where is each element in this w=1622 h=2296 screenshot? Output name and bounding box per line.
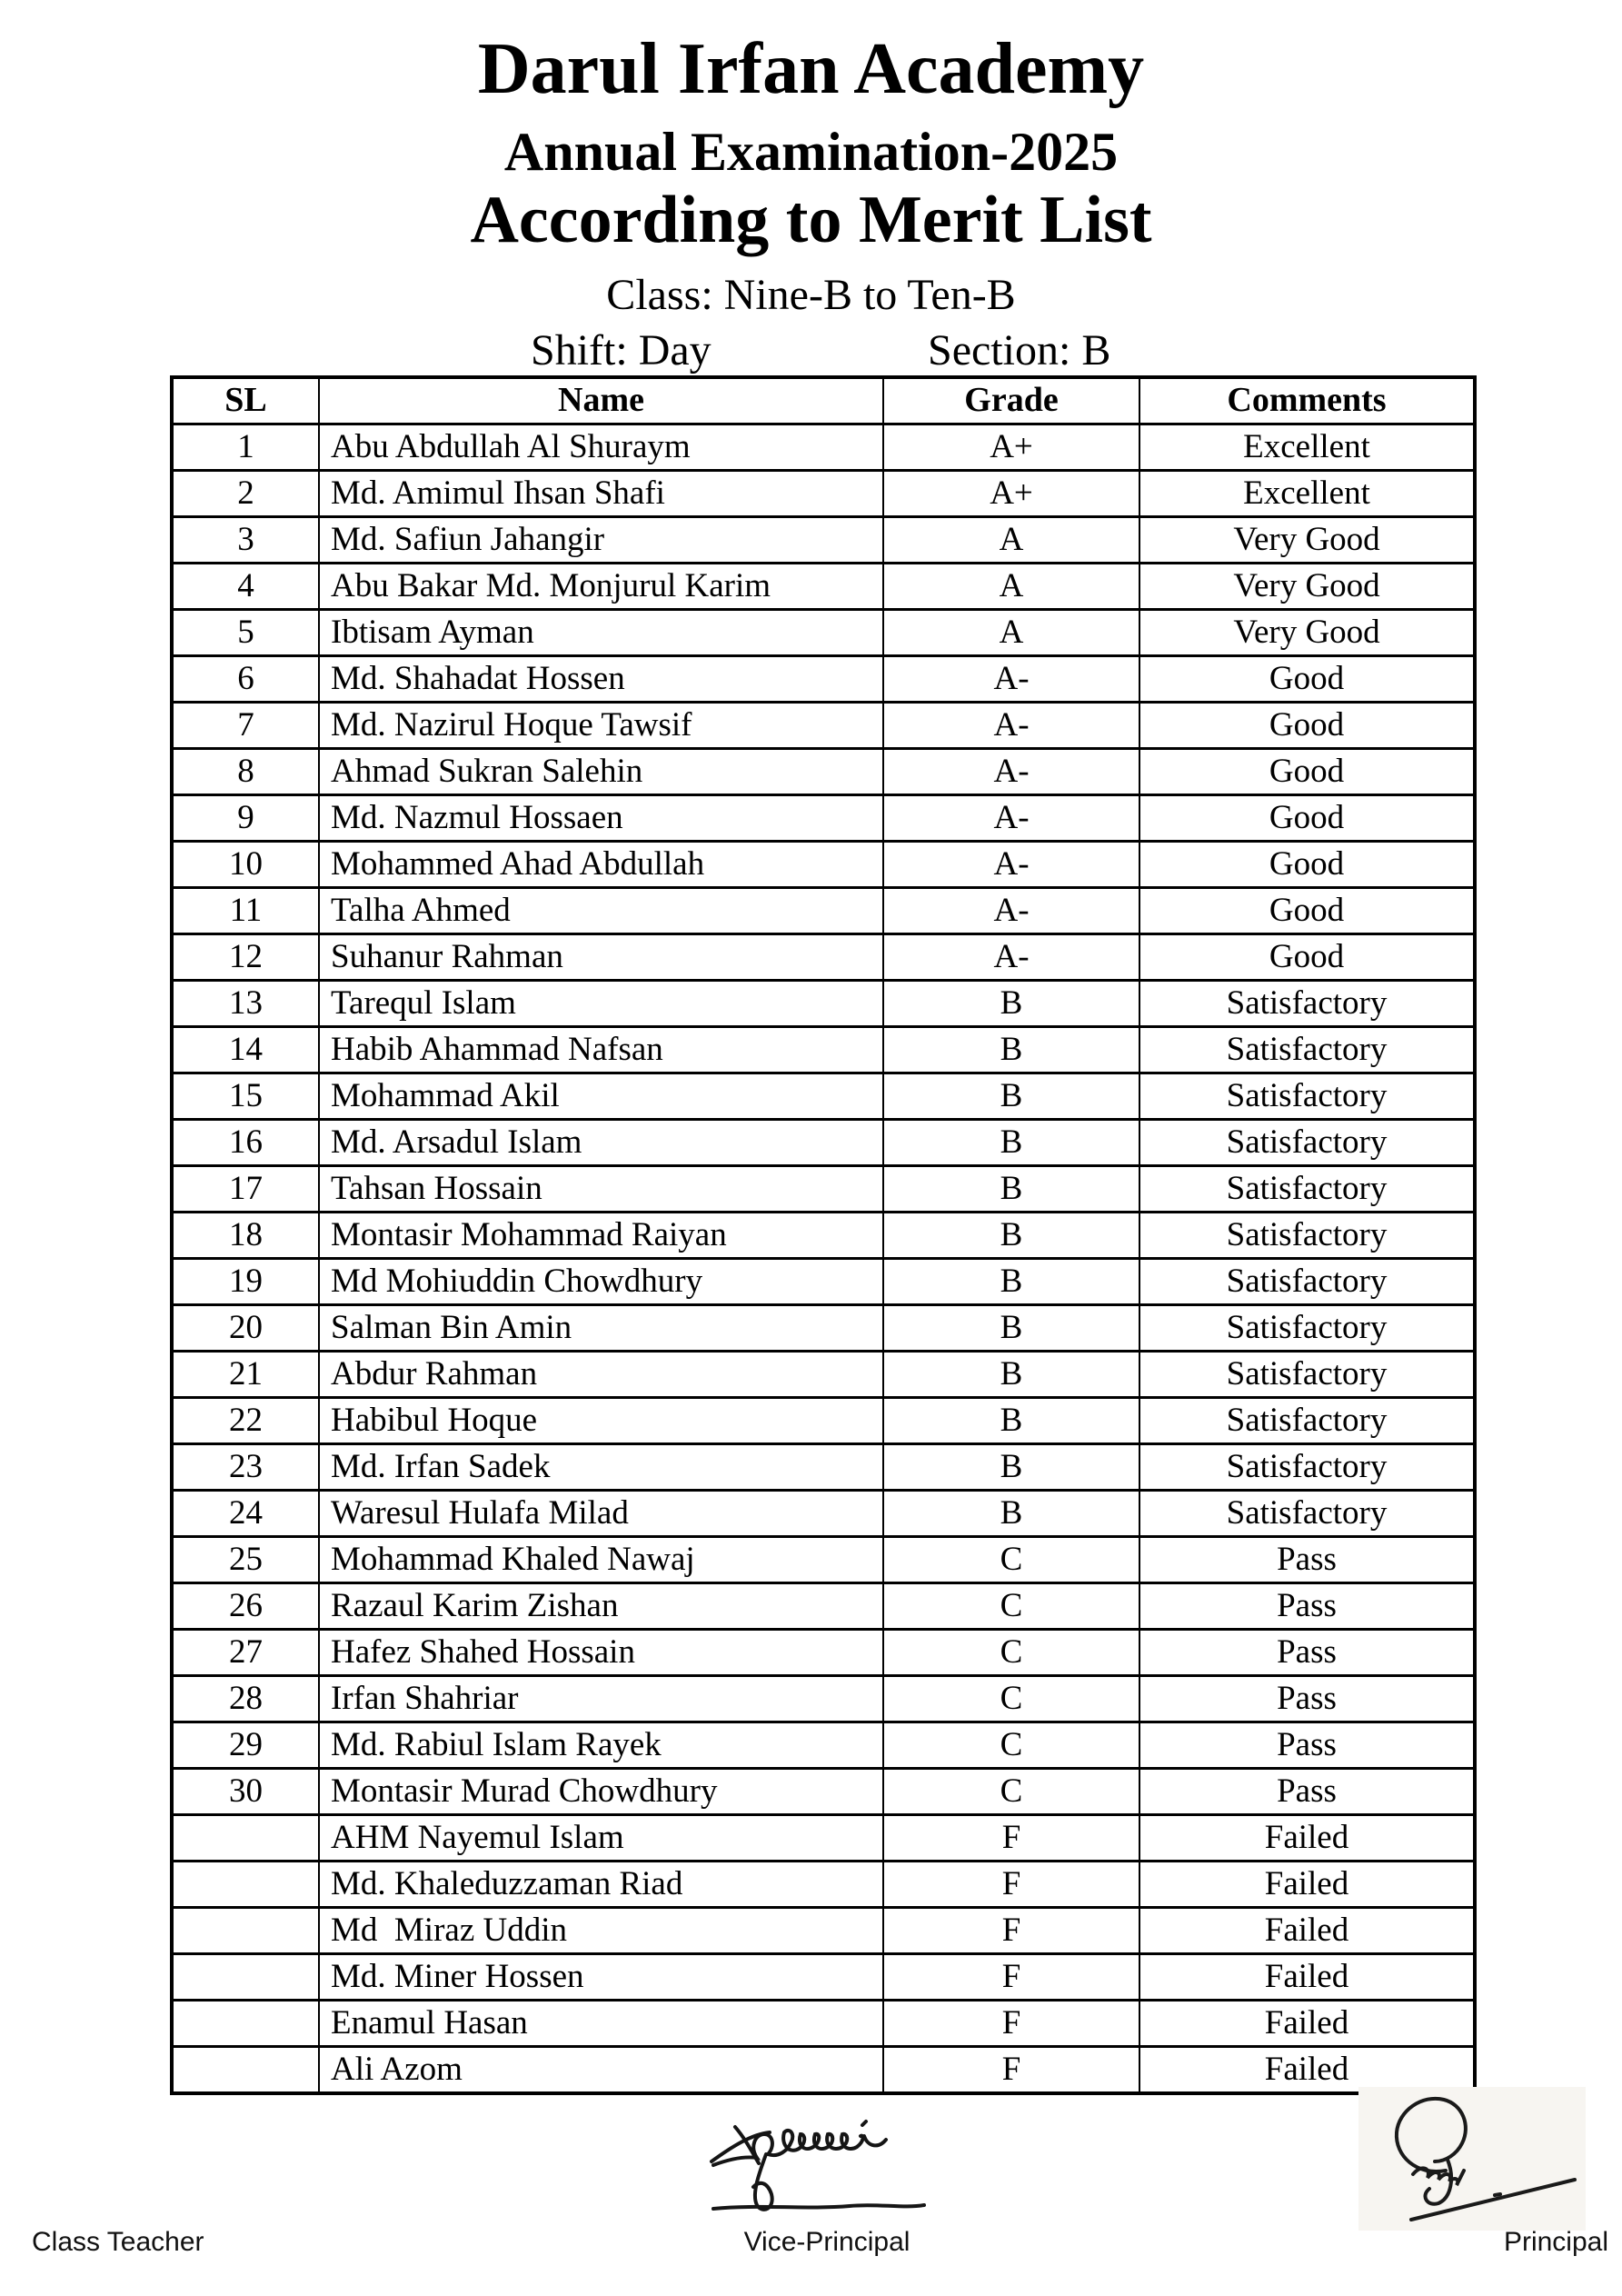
table-row [172, 1120, 1475, 1166]
sl-cell [172, 2001, 319, 2047]
comments-cell: Satisfactory [1139, 1491, 1475, 1537]
comments-cell: Excellent [1139, 471, 1475, 517]
name-cell: Talha Ahmed [319, 888, 883, 934]
merit-table-body [172, 424, 1475, 2094]
merit-list-title: According to Merit List [470, 183, 1152, 257]
column-header-sl: SL [172, 377, 319, 424]
sl-cell [172, 1954, 319, 2001]
sl-cell: 26 [172, 1583, 319, 1630]
sl-cell: 17 [172, 1166, 319, 1213]
table-row [172, 2001, 1475, 2047]
sl-cell: 28 [172, 1676, 319, 1722]
table-row [172, 1583, 1475, 1630]
principal-signature [1358, 2087, 1586, 2231]
comments-cell: Satisfactory [1139, 1213, 1475, 1259]
sl-cell: 12 [172, 934, 319, 981]
grade-cell: F [883, 2047, 1139, 2094]
grade-cell: C [883, 1583, 1139, 1630]
table-row [172, 471, 1475, 517]
comments-cell: Good [1139, 934, 1475, 981]
sl-cell: 15 [172, 1073, 319, 1120]
comments-cell: Failed [1139, 2001, 1475, 2047]
sl-cell: 21 [172, 1352, 319, 1398]
table-row [172, 1908, 1475, 1954]
grade-cell: C [883, 1676, 1139, 1722]
name-cell: Abu Bakar Md. Monjurul Karim [319, 564, 883, 610]
name-cell: Habib Ahammad Nafsan [319, 1027, 883, 1073]
name-cell: Waresul Hulafa Milad [319, 1491, 883, 1537]
grade-cell: F [883, 1908, 1139, 1954]
comments-cell: Satisfactory [1139, 1398, 1475, 1444]
sl-cell: 19 [172, 1259, 319, 1305]
name-cell: Md. Rabiul Islam Rayek [319, 1722, 883, 1769]
table-row [172, 1352, 1475, 1398]
grade-cell: A- [883, 888, 1139, 934]
comments-cell: Good [1139, 888, 1475, 934]
comments-cell: Very Good [1139, 610, 1475, 656]
name-cell: Md. Khaleduzzaman Riad [319, 1862, 883, 1908]
class-line: Class: Nine-B to Ten-B [606, 271, 1016, 319]
sl-cell: 25 [172, 1537, 319, 1583]
name-cell: Md. Arsadul Islam [319, 1120, 883, 1166]
comments-cell: Failed [1139, 1908, 1475, 1954]
table-row [172, 2047, 1475, 2094]
table-row [172, 1862, 1475, 1908]
table-row [172, 749, 1475, 795]
table-row [172, 888, 1475, 934]
table-row [172, 1398, 1475, 1444]
grade-cell: A- [883, 934, 1139, 981]
sl-cell: 29 [172, 1722, 319, 1769]
name-cell: Md. Irfan Sadek [319, 1444, 883, 1491]
name-cell: Abdur Rahman [319, 1352, 883, 1398]
comments-cell: Satisfactory [1139, 1352, 1475, 1398]
name-cell: Md. Miner Hossen [319, 1954, 883, 2001]
comments-cell: Satisfactory [1139, 1027, 1475, 1073]
table-row [172, 656, 1475, 703]
table-row [172, 1954, 1475, 2001]
table-row [172, 1259, 1475, 1305]
sl-cell: 22 [172, 1398, 319, 1444]
sl-cell: 30 [172, 1769, 319, 1815]
sl-cell [172, 2047, 319, 2094]
comments-cell: Satisfactory [1139, 1073, 1475, 1120]
name-cell: Md. Safiun Jahangir [319, 517, 883, 564]
grade-cell: A- [883, 749, 1139, 795]
name-cell: Ahmad Sukran Salehin [319, 749, 883, 795]
grade-cell: A+ [883, 424, 1139, 471]
merit-table [170, 375, 1477, 2095]
sl-cell: 2 [172, 471, 319, 517]
name-cell: Hafez Shahed Hossain [319, 1630, 883, 1676]
sl-cell: 20 [172, 1305, 319, 1352]
table-row [172, 1815, 1475, 1862]
grade-cell: A [883, 610, 1139, 656]
name-cell: Salman Bin Amin [319, 1305, 883, 1352]
name-cell: Ibtisam Ayman [319, 610, 883, 656]
principal-label: Principal [1503, 2227, 1608, 2257]
name-cell: Razaul Karim Zishan [319, 1583, 883, 1630]
grade-cell: C [883, 1630, 1139, 1676]
column-header-name: Name [319, 377, 883, 424]
class-teacher-label: Class Teacher [32, 2227, 204, 2257]
name-cell: Md. Amimul Ihsan Shafi [319, 471, 883, 517]
academy-name: Darul Irfan Academy [477, 29, 1145, 109]
sl-cell: 3 [172, 517, 319, 564]
sl-cell [172, 1815, 319, 1862]
comments-cell: Failed [1139, 1954, 1475, 2001]
grade-cell: A+ [883, 471, 1139, 517]
sl-cell: 9 [172, 795, 319, 842]
name-cell: Md. Shahadat Hossen [319, 656, 883, 703]
name-cell: Abu Abdullah Al Shuraym [319, 424, 883, 471]
table-row [172, 1305, 1475, 1352]
table-row [172, 517, 1475, 564]
comments-cell: Good [1139, 749, 1475, 795]
grade-cell: B [883, 1352, 1139, 1398]
grade-cell: B [883, 1491, 1139, 1537]
grade-cell: F [883, 2001, 1139, 2047]
table-row [172, 1073, 1475, 1120]
name-cell: Ali Azom [319, 2047, 883, 2094]
grade-cell: B [883, 1213, 1139, 1259]
name-cell: Mohammed Ahad Abdullah [319, 842, 883, 888]
sl-cell: 23 [172, 1444, 319, 1491]
comments-cell: Satisfactory [1139, 1120, 1475, 1166]
table-row [172, 1769, 1475, 1815]
grade-cell: A [883, 517, 1139, 564]
grade-cell: F [883, 1862, 1139, 1908]
grade-cell: A- [883, 795, 1139, 842]
name-cell: Tahsan Hossain [319, 1166, 883, 1213]
name-cell: Tarequl Islam [319, 981, 883, 1027]
name-cell: Md Mohiuddin Chowdhury [319, 1259, 883, 1305]
table-row [172, 795, 1475, 842]
table-row [172, 934, 1475, 981]
table-row [172, 610, 1475, 656]
shift-label: Shift: Day [531, 326, 711, 374]
grade-cell: B [883, 1073, 1139, 1120]
comments-cell: Very Good [1139, 517, 1475, 564]
grade-cell: A [883, 564, 1139, 610]
comments-cell: Good [1139, 795, 1475, 842]
comments-cell: Good [1139, 703, 1475, 749]
column-header-comments: Comments [1139, 377, 1475, 424]
comments-cell: Satisfactory [1139, 1259, 1475, 1305]
grade-cell: F [883, 1954, 1139, 2001]
name-cell: Habibul Hoque [319, 1398, 883, 1444]
table-row [172, 1537, 1475, 1583]
name-cell: AHM Nayemul Islam [319, 1815, 883, 1862]
sl-cell: 13 [172, 981, 319, 1027]
comments-cell: Pass [1139, 1676, 1475, 1722]
name-cell: Suhanur Rahman [319, 934, 883, 981]
sl-cell: 6 [172, 656, 319, 703]
sl-cell: 14 [172, 1027, 319, 1073]
table-row [172, 1027, 1475, 1073]
grade-cell: A- [883, 703, 1139, 749]
grade-cell: B [883, 1305, 1139, 1352]
grade-cell: B [883, 1166, 1139, 1213]
grade-cell: B [883, 1444, 1139, 1491]
table-row [172, 1722, 1475, 1769]
exam-title: Annual Examination-2025 [503, 122, 1119, 182]
table-row [172, 424, 1475, 471]
grade-cell: B [883, 1398, 1139, 1444]
comments-cell: Satisfactory [1139, 1166, 1475, 1213]
comments-cell: Pass [1139, 1769, 1475, 1815]
name-cell: Md Miraz Uddin [319, 1908, 883, 1954]
comments-cell: Failed [1139, 1862, 1475, 1908]
table-row [172, 564, 1475, 610]
sl-cell [172, 1862, 319, 1908]
comments-cell: Pass [1139, 1583, 1475, 1630]
grade-cell: B [883, 1259, 1139, 1305]
name-cell: Md. Nazmul Hossaen [319, 795, 883, 842]
sl-cell: 16 [172, 1120, 319, 1166]
grade-cell: B [883, 981, 1139, 1027]
table-row [172, 1213, 1475, 1259]
table-row [172, 1491, 1475, 1537]
grade-cell: F [883, 1815, 1139, 1862]
table-row [172, 842, 1475, 888]
name-cell: Enamul Hasan [319, 2001, 883, 2047]
grade-cell: A- [883, 656, 1139, 703]
comments-cell: Pass [1139, 1722, 1475, 1769]
sl-cell: 11 [172, 888, 319, 934]
vice-principal-signature [704, 2111, 931, 2221]
sl-cell: 7 [172, 703, 319, 749]
name-cell: Montasir Murad Chowdhury [319, 1769, 883, 1815]
sl-cell [172, 1908, 319, 1954]
table-header-row [172, 377, 1475, 424]
comments-cell: Excellent [1139, 424, 1475, 471]
table-row [172, 1676, 1475, 1722]
comments-cell: Failed [1139, 1815, 1475, 1862]
table-row [172, 1630, 1475, 1676]
table-row [172, 1444, 1475, 1491]
sl-cell: 27 [172, 1630, 319, 1676]
grade-cell: B [883, 1027, 1139, 1073]
table-row [172, 703, 1475, 749]
comments-cell: Satisfactory [1139, 1444, 1475, 1491]
table-row [172, 981, 1475, 1027]
comments-cell: Very Good [1139, 564, 1475, 610]
name-cell: Montasir Mohammad Raiyan [319, 1213, 883, 1259]
sl-cell: 10 [172, 842, 319, 888]
name-cell: Irfan Shahriar [319, 1676, 883, 1722]
grade-cell: C [883, 1722, 1139, 1769]
comments-cell: Failed [1139, 2047, 1475, 2094]
grade-cell: C [883, 1537, 1139, 1583]
sl-cell: 1 [172, 424, 319, 471]
grade-cell: A- [883, 842, 1139, 888]
comments-cell: Satisfactory [1139, 981, 1475, 1027]
section-label: Section: B [928, 326, 1111, 374]
name-cell: Mohammad Khaled Nawaj [319, 1537, 883, 1583]
comments-cell: Pass [1139, 1537, 1475, 1583]
name-cell: Md. Nazirul Hoque Tawsif [319, 703, 883, 749]
grade-cell: B [883, 1120, 1139, 1166]
comments-cell: Satisfactory [1139, 1305, 1475, 1352]
column-header-grade: Grade [883, 377, 1139, 424]
sl-cell: 5 [172, 610, 319, 656]
name-cell: Mohammad Akil [319, 1073, 883, 1120]
table-row [172, 1166, 1475, 1213]
grade-cell: C [883, 1769, 1139, 1815]
sl-cell: 4 [172, 564, 319, 610]
sl-cell: 24 [172, 1491, 319, 1537]
comments-cell: Good [1139, 842, 1475, 888]
comments-cell: Good [1139, 656, 1475, 703]
sl-cell: 18 [172, 1213, 319, 1259]
comments-cell: Pass [1139, 1630, 1475, 1676]
vice-principal-label: Vice-Principal [743, 2227, 911, 2257]
sl-cell: 8 [172, 749, 319, 795]
